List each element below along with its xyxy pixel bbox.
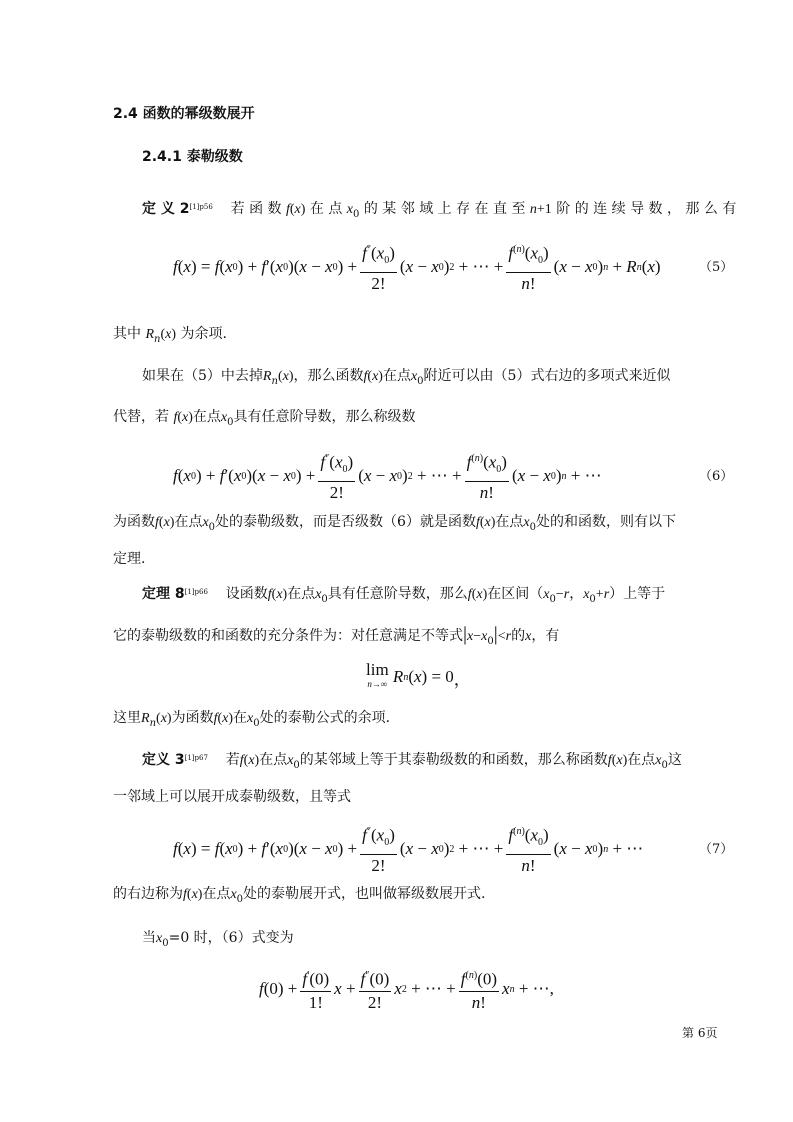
thm8-f: ）上等于 — [609, 586, 666, 602]
para1-line2-b: 在点 — [192, 409, 221, 425]
equation-5-number: （5） — [699, 260, 734, 275]
paragraph-2-line-1: 为函数f(x)在点$x_0$处的泰勒级数，而是否级数（6）就是函数f(x)在点$x_0$处的和函数，则有以下 — [113, 514, 676, 533]
def2-text-a: 若 函 数 — [230, 201, 282, 217]
definition-3-label: 定义 3 — [142, 752, 185, 768]
equation-7: f ( x ) = f ( x 0 ) + f ′( x 0 )( x − x 0 ) + $\frac{f''(x_0)}{2!}$ ( x − x 0 ) 2 + ⋯ + $\frac{f^{(n)}(x_0)}{n!}$ ( x − x 0 ) n + ⋯ — [173, 822, 643, 876]
equation-7-number: （7） — [699, 842, 734, 857]
para3-c: 在 — [233, 710, 248, 726]
def3-b: 在点 — [259, 752, 288, 768]
para1-c: 在点 — [382, 368, 411, 384]
remainder-line: 其中 $R_n(x)$ 为余项. — [113, 326, 227, 345]
para2-e: 处的和函数，则有以下 — [536, 514, 676, 530]
subsection-title: 2.4.1 泰勒级数 — [142, 149, 243, 165]
para2-c: 处的泰勒级数，而是否级数（6）就是函数 — [215, 514, 476, 530]
paragraph-4: 的右边称为f(x)在点$x_0$处的泰勒展开式，也叫做幂级数展开式. — [113, 886, 486, 905]
para3-a: 这里 — [113, 710, 141, 726]
remainder-text-a: 其中 — [113, 326, 141, 342]
thm8-d: 在区间（ — [487, 586, 544, 602]
limit-tail: ， — [453, 669, 471, 689]
thm8-c: 具有任意阶导数，那么 — [327, 586, 468, 602]
theorem-8-label: 定理 8 — [142, 586, 185, 602]
definition-2-line: 定 义 $2^{[1]p56}$ 若 函 数 f(x) 在 点 $x_0$ 的 某 邻 域 上 存 在 直 至 n+1 阶 的 连 续 导 数 ， 那 么 有 — [142, 201, 737, 220]
para1-line2-c: 具有任意阶导数，那么称级数 — [233, 409, 416, 425]
equation-6: f ( x 0 ) + f ′( x 0 )( x − x 0 ) + $\frac{f''(x_0)}{2!}$ ( x − x 0 ) 2 + ⋯ + $\frac{f^{(n)}(x_0)}{n!}$ ( x − x 0 ) n + ⋯ — [173, 449, 602, 503]
thm8-e: ， — [569, 586, 584, 602]
paragraph-1-line-1: 如果在（5）中去掉$R_n(x)$，那么函数f(x)在点$x_0$附近可以由（5）式右边的多项式来近似 — [142, 368, 671, 387]
theorem-8-line-2: 它的泰勒级数的和函数的充分条件为：对任意满足不等式$|x-x_0|<r$的x，有 — [113, 623, 560, 647]
def3-a: 若 — [225, 752, 240, 768]
definition-3-ref: [1]p67 — [184, 754, 208, 762]
def3-c: 的某邻域上等于其泰勒级数的和函数，那么称函数 — [299, 752, 608, 768]
para1-b: ，那么函数 — [293, 368, 364, 384]
def2-text-c: 的 某 邻 域 上 存 在 直 至 — [363, 201, 526, 217]
def2-text-b: 在 点 — [309, 201, 343, 217]
paragraph-1-line-2: 代替，若 f(x)在点$x_0$具有任意阶导数，那么称级数 — [113, 409, 416, 428]
para5-b: =0 时，（6）式变为 — [168, 930, 294, 946]
definition-2-ref: [1]p56 — [189, 203, 213, 211]
def3-e: 这 — [667, 752, 682, 768]
paragraph-2-line-2: 定理. — [113, 551, 146, 567]
para5-a: 当 — [142, 930, 156, 946]
definition-3-line-2: 一邻域上可以展开成泰勒级数，且等式 — [113, 789, 351, 805]
para2-a: 为函数 — [113, 514, 155, 530]
thm8-a: 设函数 — [225, 586, 268, 602]
page-number: 第 6页 — [682, 1026, 718, 1040]
para1-a: 如果在（5）中去掉 — [142, 368, 263, 384]
equation-5: f ( x ) = f ( x 0 ) + f ′( x 0 )( x − x 0 ) + $\frac{f''(x_0)}{2!}$ ( x − x 0 ) 2 + ⋯ + $\frac{f^{(n)}(x_0)}{n!}$ ( x − x 0 ) n + R n ( x ) — [173, 240, 661, 294]
para3-b: 为函数 — [171, 710, 214, 726]
thm8-line2-c: ，有 — [531, 628, 560, 644]
limit-equation: lim n→∞ R n ( x ) = 0 ， — [366, 660, 471, 689]
para1-line2-a: 代替，若 — [113, 409, 169, 425]
para2-d: 在点 — [495, 514, 524, 530]
equation-6-number: （6） — [699, 469, 734, 484]
definition-3-line-1: 定义 $3^{[1]p67}$ 若f(x)在点$x_0$的某邻域上等于其泰勒级数的和函数，那么称函数f(x)在点$x_0$这 — [142, 752, 682, 771]
para4-c: 处的泰勒展开式，也叫做幂级数展开式. — [243, 886, 486, 902]
para2-b: 在点 — [174, 514, 203, 530]
thm8-line2-b: 的 — [511, 628, 526, 644]
def3-d: 在点 — [627, 752, 656, 768]
thm8-b: 在点 — [287, 586, 316, 602]
thm8-line2-a: 它的泰勒级数的和函数的充分条件为：对任意满足不等式 — [113, 628, 463, 644]
theorem-8-line-1: 定理 $8^{[1]p66}$ 设函数f(x)在点$x_0$具有任意阶导数，那么f(x)在区间（$x_0-r$，$x_0+r$）上等于 — [142, 586, 666, 605]
theorem-8-ref: [1]p66 — [184, 588, 208, 596]
maclaurin-series: f (0) + $\frac{f'(0)}{1!}$ x + $\frac{f''(0)}{2!}$ x 2 + ⋯ + $\frac{f^{(n)}(0)}{n!}$ x n + ⋯, — [259, 966, 554, 1013]
para4-a: 的右边称为 — [113, 886, 183, 902]
para3-d: 处的泰勒公式的余项. — [259, 710, 391, 726]
para4-b: 在点 — [202, 886, 231, 902]
paragraph-3: 这里$R_n(x)$为函数f(x)在$x_0$处的泰勒公式的余项. — [113, 710, 391, 729]
remainder-text-b: 为余项. — [180, 326, 227, 342]
section-title: 2.4 函数的幂级数展开 — [113, 106, 255, 122]
para1-d: 附近可以由（5）式右边的多项式来近似 — [423, 368, 671, 384]
definition-2-label: 定 义 2 — [142, 201, 190, 217]
paragraph-5: 当$x_0=0$ 时，（6）式变为 — [142, 930, 294, 949]
def2-text-d: 阶 的 连 续 导 数 ， 那 么 有 — [556, 201, 737, 217]
